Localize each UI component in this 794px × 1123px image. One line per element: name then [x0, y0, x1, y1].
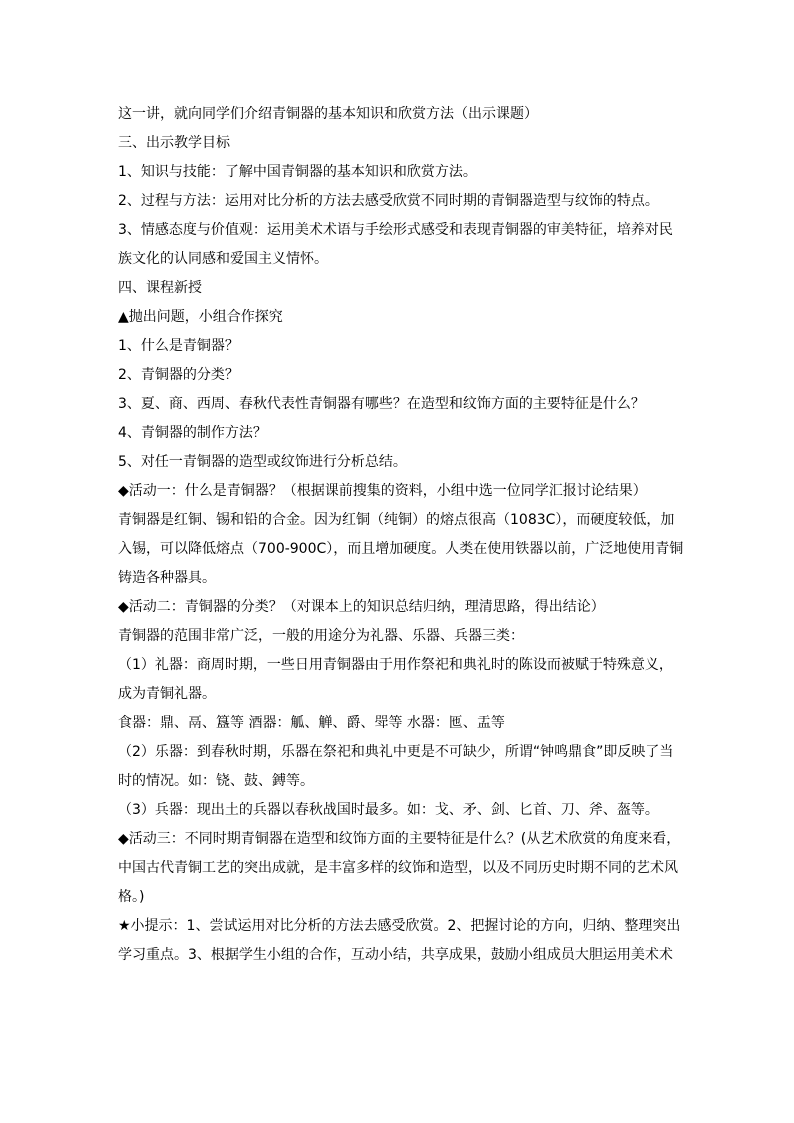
document-body	[118, 100, 688, 970]
paragraph-line: （2）乐器：到春秋时期，乐器在祭祀和典礼中更是不可缺少，所谓“钟鸣鼎食”即反映了当	[118, 744, 674, 760]
activity-two-heading: ◆活动二：青铜器的分类？（对课本上的知识总结归纳，理清思路，得出结论）	[118, 599, 605, 615]
objective-item: 1、知识与技能：了解中国青铜器的基本知识和欣赏方法。	[118, 164, 477, 180]
paragraph-line: 时的情况。如：铙、鼓、鎛等。	[118, 773, 314, 789]
paragraph-line: 青铜器的范围非常广泛，一般的用途分为礼器、乐器、兵器三类：	[118, 628, 524, 644]
paragraph-line: 中国古代青铜工艺的突出成就，是丰富多样的纹饰和造型，以及不同历史时期不同的艺术风	[118, 860, 678, 876]
question-item: 5、对任一青铜器的造型或纹饰进行分析总结。	[118, 454, 407, 470]
question-item: 1、什么是青铜器？	[118, 338, 239, 354]
paragraph-line: （3）兵器：现出土的兵器以春秋战国时最多。如：戈、矛、剑、匕首、刀、斧、盔等。	[118, 802, 659, 818]
activity-one-heading: ◆活动一：什么是青铜器？（根据课前搜集的资料，小组中选一位同学汇报讨论结果）	[118, 483, 647, 499]
paragraph-line: 青铜器是红铜、锡和铅的合金。因为红铜（纯铜）的熔点很高（1083C），而硬度较低，加	[118, 512, 675, 528]
section-heading-objectives: 三、出示教学目标	[118, 135, 230, 151]
tips-line: ★小提示：1、尝试运用对比分析的方法去感受欣赏。2、把握讨论的方向，归纳、整理突出	[118, 918, 681, 934]
paragraph-line: 入锡，可以降低熔点（700-900C），而且增加硬度。人类在使用铁器以前，广泛地使用青铜	[118, 541, 684, 557]
paragraph-line: 成为青铜礼器。	[118, 686, 216, 702]
objective-item-continued: 族文化的认同感和爱国主义情怀。	[118, 251, 328, 267]
question-item: 4、青铜器的制作方法？	[118, 425, 267, 441]
paragraph-line: （1）礼器：商周时期，一些日用青铜器由于用作祭祀和典礼时的陈设而被赋于特殊意义，	[118, 657, 673, 673]
objective-item: 2、过程与方法：运用对比分析的方法去感受欣赏不同时期的青铜器造型与纹饰的特点。	[118, 193, 659, 209]
question-item: 2、青铜器的分类？	[118, 367, 239, 383]
section-heading-new-lesson: 四、课程新授	[118, 280, 202, 296]
paragraph-line: 格。)	[118, 889, 145, 905]
subheading-questions: ▲抛出问题，小组合作探究	[118, 309, 283, 325]
paragraph-line: 铸造各种器具。	[118, 570, 216, 586]
objective-item: 3、情感态度与价值观：运用美术术语与手绘形式感受和表现青铜器的审美特征，培养对民	[118, 222, 673, 238]
tips-line: 学习重点。3、根据学生小组的合作，互动小结，共享成果，鼓励小组成员大胆运用美术术	[118, 947, 673, 963]
question-item: 3、夏、商、西周、春秋代表性青铜器有哪些？在造型和纹饰方面的主要特征是什么？	[118, 396, 645, 412]
intro-line: 这一讲，就向同学们介绍青铜器的基本知识和欣赏方法（出示课题）	[118, 106, 538, 122]
activity-three-heading: ◆活动三：不同时期青铜器在造型和纹饰方面的主要特征是什么？(从艺术欣赏的角度来看，	[118, 831, 681, 847]
vessel-list-line: 食器：鼎、鬲、簋等 酒器：觚、觯、爵、斝等 水器：匜、盂等	[118, 715, 505, 731]
